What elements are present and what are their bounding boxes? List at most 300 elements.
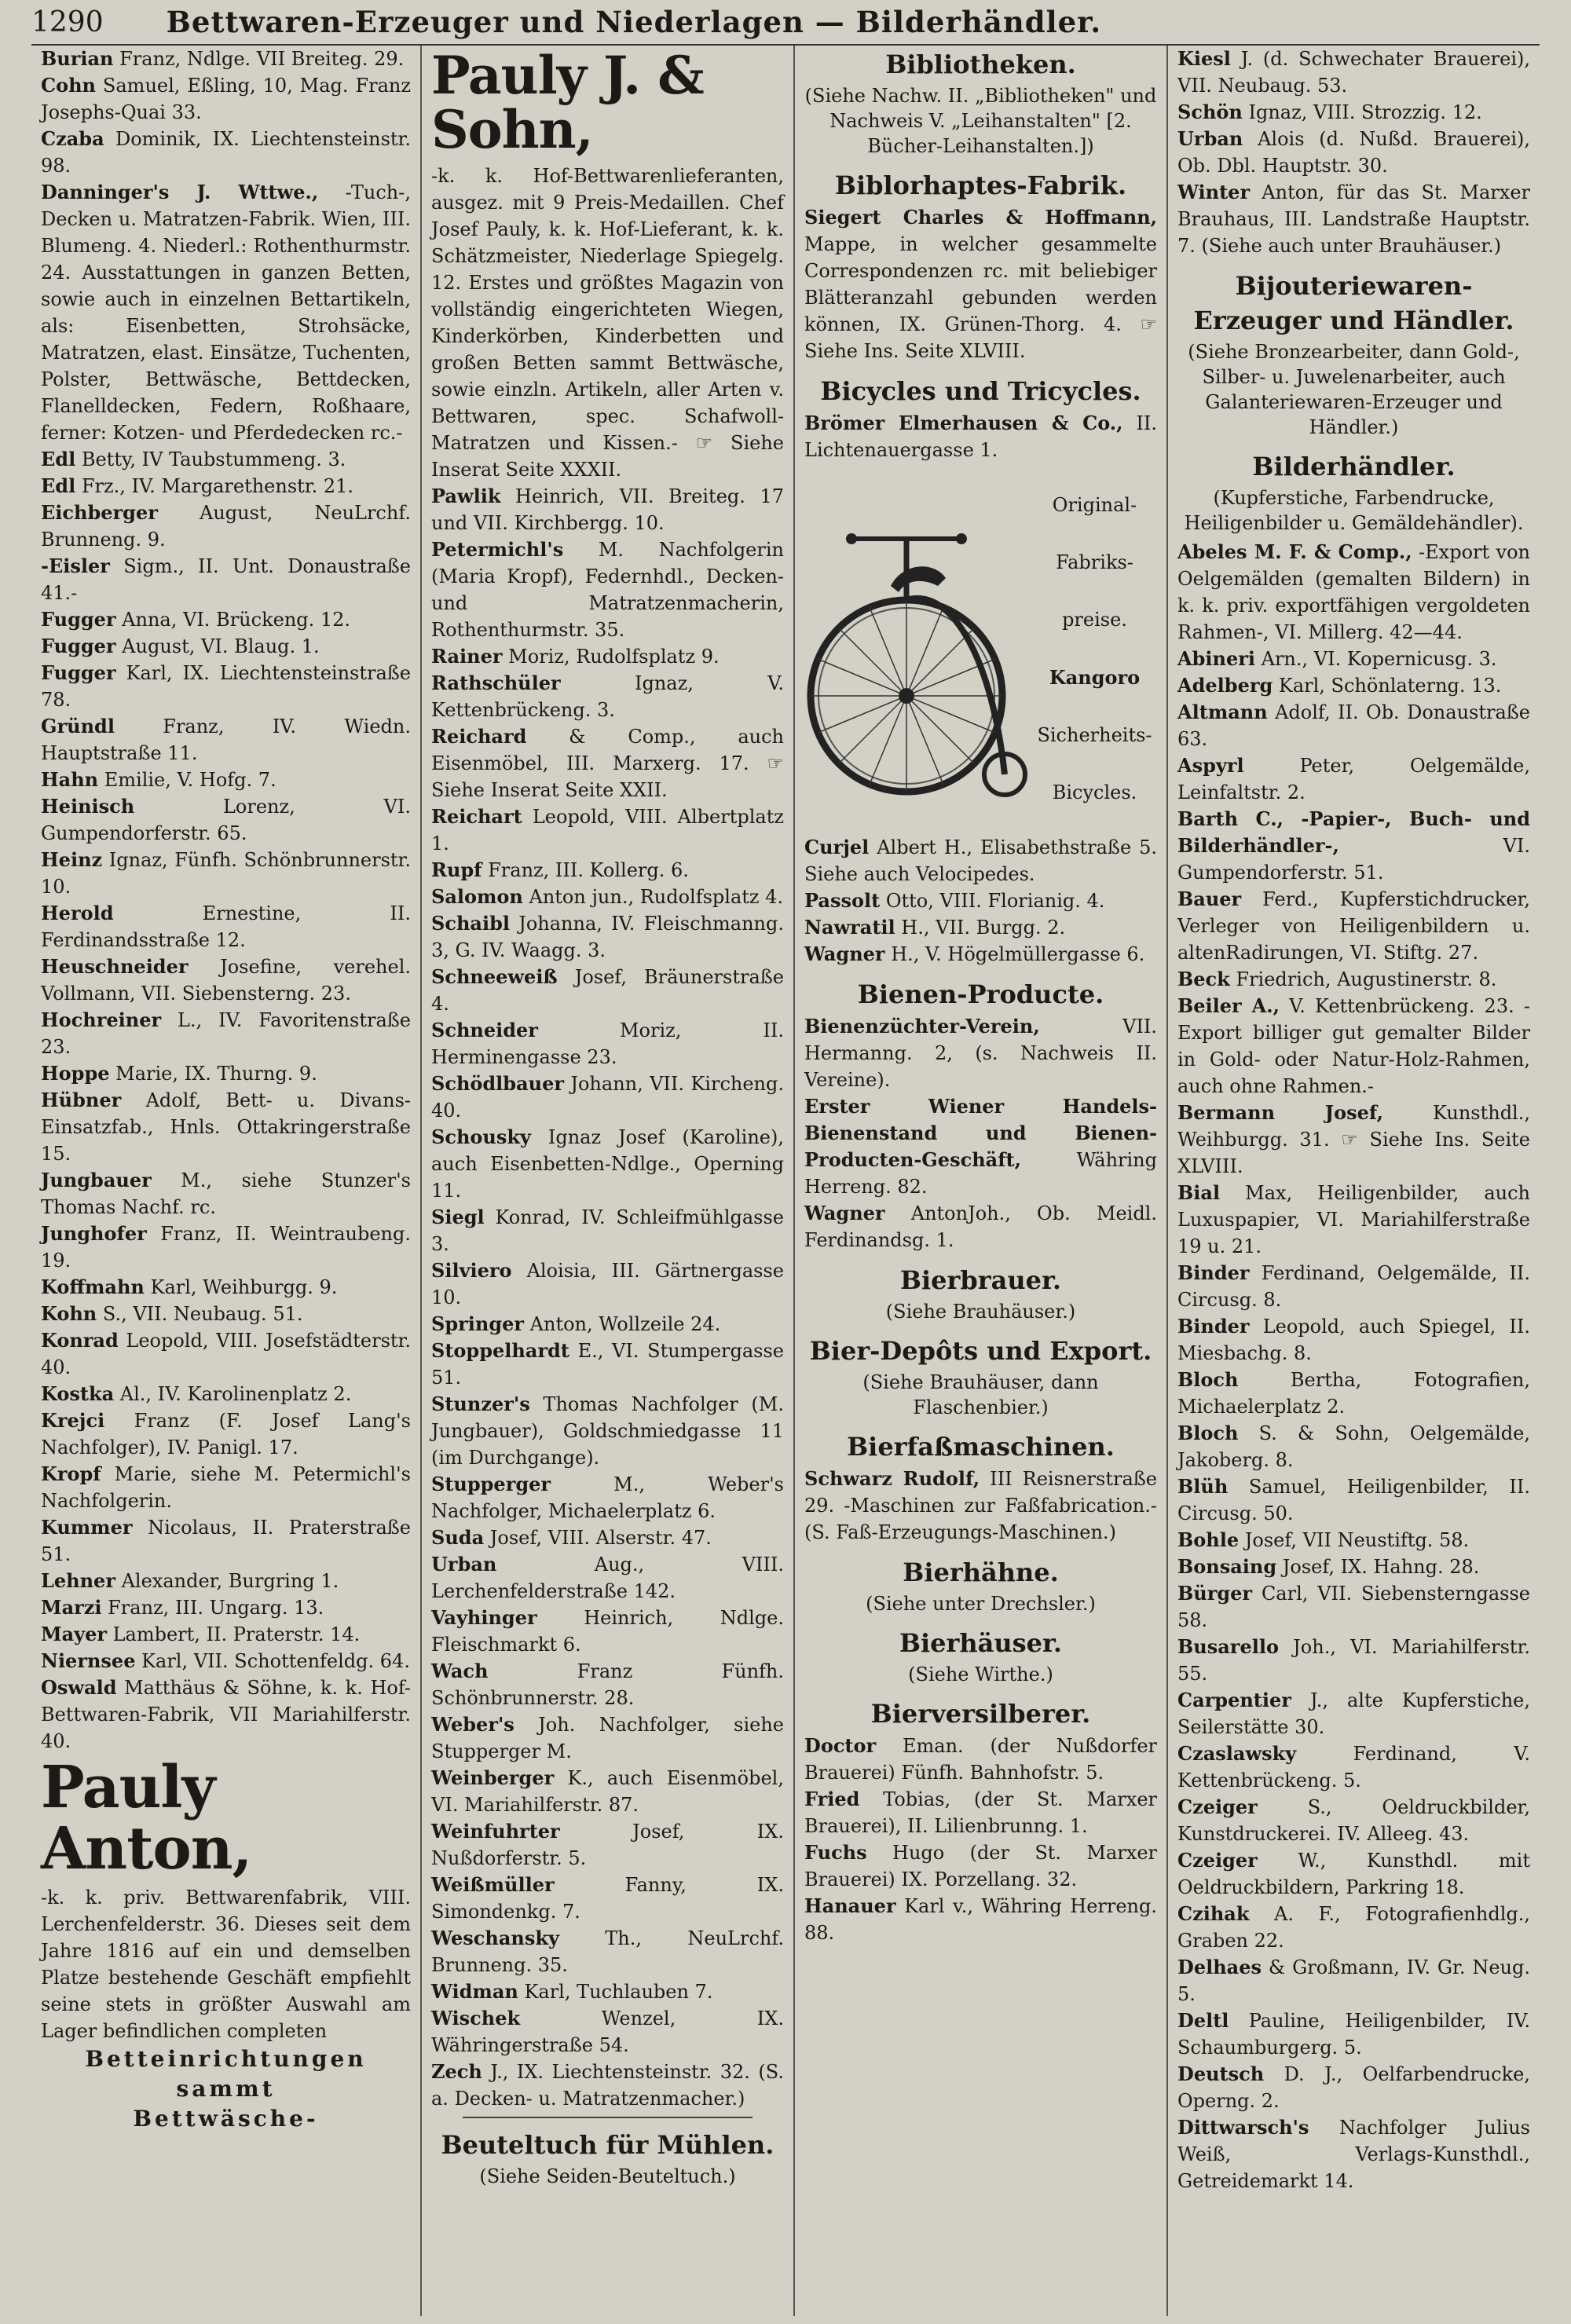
- entry-name: Nawratil: [804, 916, 895, 939]
- heading-bierbrauer: Bierbrauer.: [899, 1265, 1062, 1295]
- entry-name: Wach: [431, 1659, 489, 1682]
- directory-entry: [431, 1311, 784, 1338]
- entry-text: Moriz, II. Herminengasse 23.: [431, 1019, 784, 1068]
- entry-name: Weinfuhrter: [431, 1819, 560, 1843]
- pauly-anton-name: Pauly Anton,: [41, 1754, 252, 1883]
- entry-text: Josefine, verehel. Vollmann, VII. Siebensterng. 23.: [41, 956, 411, 1005]
- directory-entry: [1177, 1580, 1530, 1634]
- entry-text: Josef, VII Neustiftg. 58.: [1239, 1529, 1470, 1551]
- entry-text: Franz, IV. Wiedn. Hauptstraße 11.: [41, 715, 411, 764]
- directory-entry: [431, 1017, 784, 1071]
- entry-name: Heuschneider: [41, 955, 189, 978]
- entry-text: II. Lichtenauergasse 1.: [804, 412, 1157, 461]
- entry-name: Fugger: [41, 661, 116, 684]
- entry-text: Johanna, IV. Fleischmanng. 3, G. IV. Waagg. 3.: [431, 912, 784, 961]
- column-4-top-entries: [1177, 46, 1530, 259]
- entry-name: Kropf: [41, 1462, 101, 1485]
- directory-entry: [804, 1839, 1157, 1893]
- entry-text: L., IV. Favoritenstraße 23.: [41, 1009, 411, 1058]
- entry-text: Karl, VII. Schottenfeldg. 64.: [135, 1650, 410, 1672]
- entry-text: Karl, Schönlaterng. 13.: [1273, 675, 1502, 697]
- directory-entry: [41, 1568, 411, 1594]
- entry-name: Kohn: [41, 1302, 97, 1325]
- pauly-anton-tail-1: Betteinrichtungen: [85, 2046, 367, 2073]
- entry-name: Bloch: [1177, 1368, 1239, 1391]
- note-bijouterie: (Siehe Bronzearbeiter, dann Gold-, Silber- u. Juwelenarbeiter, auch Galanteriewaren-Erzeuger und Händler.): [1188, 341, 1520, 438]
- entry-name: Czeiger: [1177, 1795, 1258, 1818]
- entry-name: Kummer: [41, 1516, 133, 1539]
- entry-text: Tobias, (der St. Marxer Brauerei), II. Lilienbrunng. 1.: [804, 1788, 1157, 1837]
- directory-entry: [1177, 646, 1530, 672]
- pauly-js-name: Pauly J. & Sohn,: [431, 46, 704, 161]
- directory-entry: [431, 857, 784, 884]
- heading-bierhaeuser: Bierhäuser.: [899, 1628, 1063, 1658]
- entry-name: Bauer: [1177, 888, 1242, 910]
- directory-entry: [431, 1071, 784, 1124]
- entry-text: D. J., Oelfarbendrucke, Operng. 2.: [1177, 2063, 1530, 2112]
- entry-name: Widman: [431, 1979, 518, 2003]
- directory-entry: [431, 1204, 784, 1257]
- entry-text: Peter, Oelgemälde, Leinfaltstr. 2.: [1177, 755, 1530, 803]
- column-1-entries: [41, 46, 411, 1755]
- entry-name: Doctor: [804, 1734, 877, 1757]
- entry-name: Czihak: [1177, 1902, 1250, 1925]
- directory-entry: [804, 834, 1157, 888]
- entry-name: Busarello: [1177, 1635, 1279, 1658]
- entry-name: Danninger's J. Wttwe.,: [41, 181, 319, 203]
- columns: [31, 46, 1555, 2316]
- directory-entry: [41, 46, 411, 72]
- directory-entry: [1177, 99, 1530, 126]
- bicycle-caption: [1032, 468, 1157, 829]
- note-bierhaehne: (Siehe unter Drechsler.): [866, 1593, 1096, 1615]
- entry-text: Ignaz, VIII. Strozzig. 12.: [1242, 101, 1482, 123]
- bicycle-caption-line: preise.: [1062, 608, 1127, 631]
- entry-text: Lambert, II. Praterstr. 14.: [106, 1623, 361, 1645]
- entry-name: Zech: [431, 2059, 482, 2083]
- entry-name: Schousky: [431, 1125, 531, 1148]
- directory-entry: [1177, 539, 1530, 646]
- directory-entry: [1177, 1367, 1530, 1420]
- entry-text: Franz, III. Kollerg. 6.: [482, 858, 689, 881]
- entry-text: Marie, IX. Thurng. 9.: [109, 1063, 317, 1085]
- column-3: [793, 46, 1166, 2316]
- entry-text: Frz., IV. Margarethenstr. 21.: [75, 475, 354, 497]
- directory-entry: [41, 606, 411, 633]
- entry-broemer: [804, 410, 1157, 463]
- directory-entry: [41, 500, 411, 553]
- entry-name: Reichard: [431, 724, 527, 748]
- entry-name: Wagner: [804, 1202, 885, 1224]
- entry-name: -Eisler: [41, 554, 110, 577]
- directory-entry: [1177, 46, 1530, 99]
- entry-text: Franz (F. Josef Lang's Nachfolger), IV. Panigl. 17.: [41, 1410, 411, 1458]
- directory-entry: [41, 1060, 411, 1087]
- entry-name: Curjel: [804, 836, 870, 858]
- pauly-anton-tail-3: Bettwäsche-: [133, 2106, 319, 2132]
- page-number: 1290: [31, 5, 104, 38]
- entry-name: Kostka: [41, 1382, 115, 1405]
- entry-name: Junghofer: [41, 1222, 147, 1245]
- entry-text: Franz, II. Weintraubeng. 19.: [41, 1223, 411, 1272]
- entry-text: Wenzel, IX. Währingerstraße 54.: [431, 2007, 784, 2056]
- entry-name: Fuchs: [804, 1841, 867, 1864]
- entry-name: Schödlbauer: [431, 1071, 564, 1095]
- directory-entry: [804, 888, 1157, 914]
- directory-entry: [41, 1301, 411, 1327]
- heading-bijouterie-1: Bijouteriewaren-: [1235, 271, 1473, 301]
- entry-name: Binder: [1177, 1315, 1250, 1338]
- entry-text: Ferdinand, Oelgemälde, II. Circusg. 8.: [1177, 1262, 1530, 1311]
- entry-text: Moriz, Rudolfsplatz 9.: [502, 645, 720, 668]
- entry-text: Franz, Ndlge. VII Breiteg. 29.: [113, 48, 405, 70]
- entry-text: -Tuch-, Decken u. Matratzen-Fabrik. Wien, III. Blumeng. 4. Niederl.: Rothenthurmstr. 24. Ausstattungen in ganzen Betten, sowie auch in einzelnen Bettartikeln, als: Eisenbetten, Strohsäcke, Matratzen, elast. Einsätze, Tuchenten, Polster, Bettwäsche, Bettdecken, Flanelldecken, Federn, Roßhaare, ferner: Kotzen- und Pferdedecken rc.-: [41, 181, 411, 444]
- directory-entry: [431, 1124, 784, 1204]
- entry-text: Joh. Nachfolger, siehe Stupperger M.: [431, 1713, 784, 1762]
- heading-bierdepots: Bier-Depôts und Export.: [809, 1336, 1152, 1366]
- directory-entry: [1177, 1901, 1530, 1954]
- directory-entry: [1177, 1847, 1530, 1901]
- entry-text: Alois (d. Nußd. Brauerei), Ob. Dbl. Hauptstr. 30.: [1177, 128, 1530, 177]
- entry-name: Bonsaing: [1177, 1555, 1277, 1578]
- directory-entry: [41, 900, 411, 953]
- entry-name: Weißmüller: [431, 1872, 555, 1896]
- heading-bijouterie-2: Erzeuger und Händler.: [1193, 306, 1514, 335]
- entry-name: Barth C., -Papier-, Buch- und Bilderhändler-,: [1177, 807, 1530, 857]
- entry-text: Karl, Tuchlauben 7.: [518, 1980, 713, 2003]
- directory-entry: [1177, 1313, 1530, 1367]
- directory-entry: [431, 670, 784, 723]
- directory-entry: [1177, 1420, 1530, 1473]
- entry-name: Deltl: [1177, 2009, 1229, 2032]
- entry-text: K., auch Eisenmöbel, VI. Mariahilferstr. 87.: [431, 1766, 784, 1816]
- entry-name: Hahn: [41, 768, 99, 791]
- note-beuteltuch: (Siehe Seiden-Beuteltuch.): [479, 2165, 736, 2187]
- entry-name: Winter: [1177, 181, 1251, 203]
- entry-name: Siegert Charles & Hoffmann,: [804, 206, 1157, 229]
- entry-name: Reichart: [431, 804, 522, 828]
- entry-name: Koffmahn: [41, 1275, 145, 1298]
- entry-text: Arn., VI. Kopernicusg. 3.: [1255, 648, 1497, 670]
- entry-name: Stoppelhardt: [431, 1338, 569, 1362]
- entry-text: Pauline, Heiligenbilder, IV. Schaumburgerg. 5.: [1177, 2010, 1530, 2059]
- entry-name: Urban: [1177, 127, 1243, 150]
- entry-text: Ferd., Kupferstichdrucker, Verleger von Heiligenbildern u. altenRadirungen, VI. Stiftg. 27.: [1177, 888, 1530, 964]
- directory-entry: [431, 536, 784, 643]
- entry-text: Heinrich, Ndlge. Fleischmarkt 6.: [431, 1606, 784, 1656]
- entry-name: Weinberger: [431, 1766, 555, 1789]
- entry-name: Wischek: [431, 2006, 521, 2029]
- entry-siegert: [804, 204, 1157, 364]
- directory-entry: [41, 1221, 411, 1274]
- entry-name: Bürger: [1177, 1582, 1253, 1605]
- directory-entry: [1177, 806, 1530, 886]
- entry-text: Nicolaus, II. Praterstraße 51.: [41, 1517, 411, 1565]
- heading-bilderhaendler: Bilderhändler.: [1252, 452, 1456, 481]
- entry-text: Karl, Weihburgg. 9.: [144, 1276, 338, 1298]
- directory-entry: [41, 179, 411, 446]
- divider: [463, 2117, 753, 2118]
- directory-entry: [431, 964, 784, 1017]
- entry-text: Mappe, in welcher gesammelte Correspondenzen rc. mit beliebiger Blätteranzahl gebunden werden können, IX. Grünen-Thorg. 4. ☞ Siehe Ins. Seite XLVIII.: [804, 233, 1157, 362]
- directory-entry: [1177, 2114, 1530, 2194]
- entry-text: III Reisnerstraße 29. -Maschinen zur Faßfabrication.- (S. Faß-Erzeugungs-Maschinen.): [804, 1468, 1157, 1543]
- directory-entry: [41, 1007, 411, 1060]
- entry-text: Konrad, IV. Schleifmühlgasse 3.: [431, 1206, 784, 1255]
- directory-entry: [431, 1658, 784, 1711]
- entry-name: Salomon: [431, 884, 523, 908]
- directory-entry: [41, 1621, 411, 1648]
- entry-name: Bienenzüchter-Verein,: [804, 1015, 1040, 1038]
- heading-bibliotheken: Bibliotheken.: [885, 49, 1076, 79]
- entry-name: Fried: [804, 1788, 860, 1810]
- entry-text: V. Kettenbrückeng. 23. -Export billiger gut gemalter Bilder in Gold- oder Natur-Holz-Rahmen, auch ohne Rahmen.-: [1177, 995, 1531, 1097]
- entry-text: A. F., Fotografienhdlg., Graben 22.: [1177, 1903, 1530, 1952]
- entry-text: H., VII. Burgg. 2.: [895, 917, 1066, 939]
- entry-name: Adelberg: [1177, 674, 1273, 697]
- directory-entry: [804, 1013, 1157, 1093]
- bicycle-caption-line: Fabriks-: [1056, 551, 1133, 573]
- entry-name: Carpentier: [1177, 1689, 1291, 1711]
- directory-entry: [1177, 1100, 1530, 1180]
- directory-entry: [41, 446, 411, 473]
- entry-text: August, NeuLrchf. Brunneng. 9.: [41, 502, 411, 551]
- entry-name: Bermann Josef,: [1177, 1101, 1384, 1124]
- directory-entry: [431, 723, 784, 803]
- entry-text: S. & Sohn, Oelgemälde, Jakoberg. 8.: [1177, 1422, 1530, 1471]
- entry-text: Dominik, IX. Liechtensteinstr. 98.: [41, 128, 411, 177]
- entry-schwarz: [804, 1466, 1157, 1546]
- directory-entry: [431, 1765, 784, 1818]
- directory-entry: [41, 473, 411, 500]
- directory-entry: [1177, 2061, 1530, 2114]
- directory-entry: [1177, 886, 1530, 966]
- entry-text: Aloisia, III. Gärtnergasse 10.: [431, 1259, 784, 1308]
- entry-name: Schneeweiß: [431, 964, 558, 988]
- entry-name: Rathschüler: [431, 671, 561, 694]
- entry-text: Ernestine, II. Ferdinandsstraße 12.: [41, 902, 411, 951]
- entry-name: Jungbauer: [41, 1169, 152, 1191]
- entry-name: Czaslawsky: [1177, 1742, 1297, 1765]
- directory-entry: [41, 847, 411, 900]
- directory-entry: [1177, 1954, 1530, 2007]
- heading-bierhaehne: Bierhähne.: [903, 1557, 1059, 1587]
- entry-name: Altmann: [1177, 701, 1268, 723]
- entry-name: Wagner: [804, 942, 885, 965]
- entry-name: Beck: [1177, 968, 1230, 990]
- directory-entry: [431, 1551, 784, 1605]
- entry-name: Lehner: [41, 1569, 115, 1592]
- entry-text: Karl, IX. Liechtensteinstraße 78.: [41, 662, 411, 711]
- entry-text: Alexander, Burgring 1.: [115, 1570, 339, 1592]
- entry-text: Th., NeuLrchf. Brunneng. 35.: [431, 1927, 784, 1976]
- entry-name: Stunzer's: [431, 1392, 530, 1415]
- entry-text: Lorenz, VI. Gumpendorferstr. 65.: [41, 796, 411, 844]
- versilberer-entries: [804, 1733, 1157, 1946]
- entry-name: Czeiger: [1177, 1849, 1258, 1872]
- entry-text: Josef, IX. Nußdorferstr. 5.: [431, 1820, 784, 1869]
- entry-text: Währing Herreng. 82.: [804, 1149, 1157, 1198]
- entry-name: Herold: [41, 902, 114, 924]
- note-bierbrauer: (Siehe Brauhäuser.): [885, 1301, 1076, 1323]
- entry-name: Beiler A.,: [1177, 994, 1280, 1017]
- entry-text: Samuel, Eßling, 10, Mag. Franz Josephs-Quai 33.: [41, 75, 411, 123]
- entry-text: J. (d. Schwechater Brauerei), VII. Neubaug. 53.: [1177, 48, 1530, 97]
- entry-text: Franz Fünfh. Schönbrunnerstr. 28.: [431, 1660, 784, 1709]
- directory-entry: [1177, 993, 1530, 1100]
- entry-text: M., Weber's Nachfolger, Michaelerplatz 6.: [431, 1473, 784, 1522]
- directory-entry: [41, 1381, 411, 1407]
- bicycle-caption-line: Bicycles.: [1052, 781, 1137, 804]
- page-header: [31, 0, 1540, 46]
- entry-name: Aspyrl: [1177, 754, 1244, 777]
- entry-text: M. Nachfolgerin (Maria Kropf), Federnhdl., Decken- und Matratzenmacherin, Rothenthurmstr. 35.: [431, 538, 784, 641]
- directory-entry: [804, 1893, 1157, 1946]
- entry-name: Fugger: [41, 608, 116, 631]
- entry-name: Krejci: [41, 1409, 105, 1432]
- entry-text: Sigm., II. Unt. Donaustraße 41.-: [41, 555, 411, 604]
- entry-text: Bertha, Fotografien, Michaelerplatz 2.: [1177, 1369, 1530, 1418]
- entry-name: Dittwarsch's: [1177, 2116, 1309, 2139]
- entry-name: Hochreiner: [41, 1008, 162, 1031]
- entry-text: Betty, IV Taubstummeng. 3.: [75, 448, 346, 470]
- entry-name: Fugger: [41, 635, 116, 657]
- entry-name: Springer: [431, 1312, 525, 1335]
- entry-name: Marzi: [41, 1596, 102, 1619]
- entry-name: Niernsee: [41, 1649, 136, 1672]
- directory-entry: [1177, 1740, 1530, 1794]
- entry-name: Konrad: [41, 1329, 119, 1352]
- entry-text: Carl, VII. Siebensterngasse 58.: [1177, 1583, 1530, 1631]
- directory-entry: [431, 1471, 784, 1524]
- entry-text: Matthäus & Söhne, k. k. Hof-Bettwaren-Fabrik, VII Mariahilferstr. 40.: [41, 1677, 411, 1752]
- directory-entry: [431, 884, 784, 910]
- entry-text: Josef, Bräunerstraße 4.: [431, 965, 784, 1015]
- entry-name: Kiesl: [1177, 47, 1231, 70]
- directory-entry: [804, 1093, 1157, 1200]
- column-4: [1166, 46, 1540, 2316]
- directory-entry: [431, 1257, 784, 1311]
- penny-farthing-illustration: [804, 468, 1032, 829]
- directory-entry: [431, 2059, 784, 2112]
- entry-text: Ignaz, V. Kettenbrückeng. 3.: [431, 672, 784, 721]
- entry-name: Cohn: [41, 74, 97, 97]
- directory-entry: [431, 803, 784, 857]
- entry-text: Anton jun., Rudolfsplatz 4.: [522, 885, 784, 908]
- directory-entry: [41, 953, 411, 1007]
- entry-name: Bial: [1177, 1181, 1221, 1204]
- entry-text: -Export von Oelgemälden (gemalten Bildern) in k. k. priv. exportfähigen vergoldeten Rahmen-, VI. Millerg. 42—44.: [1177, 541, 1530, 643]
- directory-entry: [431, 1338, 784, 1391]
- entry-name: Hanauer: [804, 1894, 896, 1917]
- entry-text: Marie, siehe M. Petermichl's Nachfolgerin.: [41, 1463, 411, 1512]
- entry-name: Oswald: [41, 1676, 117, 1699]
- entry-name: Abineri: [1177, 647, 1255, 670]
- entry-name: Pawlik: [431, 484, 501, 507]
- entry-text: Anton, Wollzeile 24.: [524, 1312, 721, 1335]
- note-bibliotheken: (Siehe Nachw. II. „Bibliotheken" und Nachweis V. „Leihanstalten" [2. Bücher-Leihanstalten.]): [804, 85, 1157, 157]
- entry-name: Siegl: [431, 1205, 485, 1228]
- entry-name: Stupperger: [431, 1472, 551, 1495]
- directory-entry: [1177, 1554, 1530, 1580]
- entry-text: Al., IV. Karolinenplatz 2.: [114, 1383, 352, 1405]
- note-bilderhaendler: (Kupferstiche, Farbendrucke, Heiligenbilder u. Gemäldehändler).: [1184, 487, 1524, 534]
- entry-text: Friedrich, Augustinerstr. 8.: [1229, 968, 1497, 990]
- entry-text: Otto, VIII. Florianig. 4.: [880, 890, 1105, 912]
- directory-entry: [431, 2005, 784, 2059]
- directory-entry: [41, 553, 411, 606]
- entry-name: Abeles M. F. & Comp.,: [1177, 540, 1412, 563]
- entry-text: Josef, VIII. Alserstr. 47.: [484, 1526, 712, 1549]
- entry-text: August, VI. Blaug. 1.: [115, 635, 320, 657]
- column-1: [31, 46, 420, 2316]
- directory-entry: [431, 910, 784, 964]
- directory-entry: [1177, 1473, 1530, 1527]
- entry-text: Johann, VII. Kircheng. 40.: [431, 1072, 784, 1122]
- entry-text: Leopold, auch Spiegel, II. Miesbachg. 8.: [1177, 1316, 1530, 1364]
- entry-name: Burian: [41, 47, 114, 70]
- directory-entry: [41, 793, 411, 847]
- entry-name: Petermichl's: [431, 537, 564, 561]
- directory-entry: [41, 72, 411, 126]
- directory-entry: [1177, 1180, 1530, 1260]
- entry-name: Vayhinger: [431, 1605, 537, 1629]
- directory-entry: [431, 1872, 784, 1925]
- directory-entry: [1177, 1687, 1530, 1740]
- running-head: Bettwaren-Erzeuger und Niederlagen — Bilderhändler.: [166, 5, 1102, 39]
- entry-text: Ignaz, Fünfh. Schönbrunnerstr. 10.: [41, 849, 411, 898]
- column-2-entries: [431, 483, 784, 2112]
- heading-bicycles: Bicycles und Tricycles.: [820, 376, 1141, 406]
- entry-text: Joh., VI. Mariahilferstr. 55.: [1177, 1636, 1530, 1685]
- entry-text: Leopold, VIII. Albertplatz 1.: [431, 805, 784, 855]
- entry-name: Schaibl: [431, 911, 510, 935]
- entry-text: & Comp., auch Eisenmöbel, III. Marxerg. 17. ☞ Siehe Inserat Seite XXII.: [431, 725, 784, 801]
- entry-name: Bohle: [1177, 1528, 1240, 1551]
- directory-entry: [431, 1391, 784, 1471]
- directory-entry: [1177, 752, 1530, 806]
- entry-name: Rupf: [431, 858, 482, 881]
- directory-entry: [41, 1327, 411, 1381]
- entry-name: Mayer: [41, 1623, 107, 1645]
- entry-text: AntonJoh., Ob. Meidl. Ferdinandsg. 1.: [804, 1202, 1157, 1251]
- directory-entry: [41, 1407, 411, 1461]
- entry-text: & Großmann, IV. Gr. Neug. 5.: [1177, 1956, 1530, 2005]
- entry-text: Adolf, II. Ob. Donaustraße 63.: [1177, 701, 1530, 750]
- bicycle-caption-line: Original-: [1052, 493, 1137, 516]
- entry-name: Schön: [1177, 101, 1243, 123]
- entry-name: Weber's: [431, 1712, 515, 1736]
- entry-name: Heinisch: [41, 795, 135, 818]
- entry-text: Adolf, Bett- u. Divans-Einsatzfab., Hnls. Ottakringerstraße 15.: [41, 1089, 411, 1165]
- entry-text: J., alte Kupferstiche, Seilerstätte 30.: [1177, 1689, 1530, 1738]
- entry-text: H., V. Högelmüllergasse 6.: [884, 943, 1145, 965]
- pauly-anton-text: -k. k. priv. Bettwarenfabrik, VIII. Lerchenfelderstr. 36. Dieses seit dem Jahre 1816 auf ein und demselben Platze bestehende Geschäft empfiehlt seine stets in größter Auswahl am Lager befindlichen completen: [41, 1887, 411, 2043]
- entry-name: Deutsch: [1177, 2062, 1265, 2085]
- bicycle-caption-line: Sicherheits-: [1037, 724, 1152, 747]
- heading-bierversilberer: Bierversilberer.: [870, 1699, 1091, 1729]
- column-4-entries: [1177, 539, 1530, 2194]
- directory-entry: [1177, 179, 1530, 259]
- entry-text: Anton, für das St. Marxer Brauhaus, III. Landstraße Hauptstr. 7. (Siehe auch unter Brauhäuser.): [1177, 181, 1530, 257]
- directory-entry: [41, 767, 411, 793]
- directory-entry: [1177, 966, 1530, 993]
- directory-entry: [41, 633, 411, 660]
- directory-entry: [431, 1818, 784, 1872]
- entry-name: Binder: [1177, 1261, 1250, 1284]
- heading-biblorhaptes: Biblorhaptes-Fabrik.: [834, 170, 1127, 200]
- column-2: [420, 46, 793, 2316]
